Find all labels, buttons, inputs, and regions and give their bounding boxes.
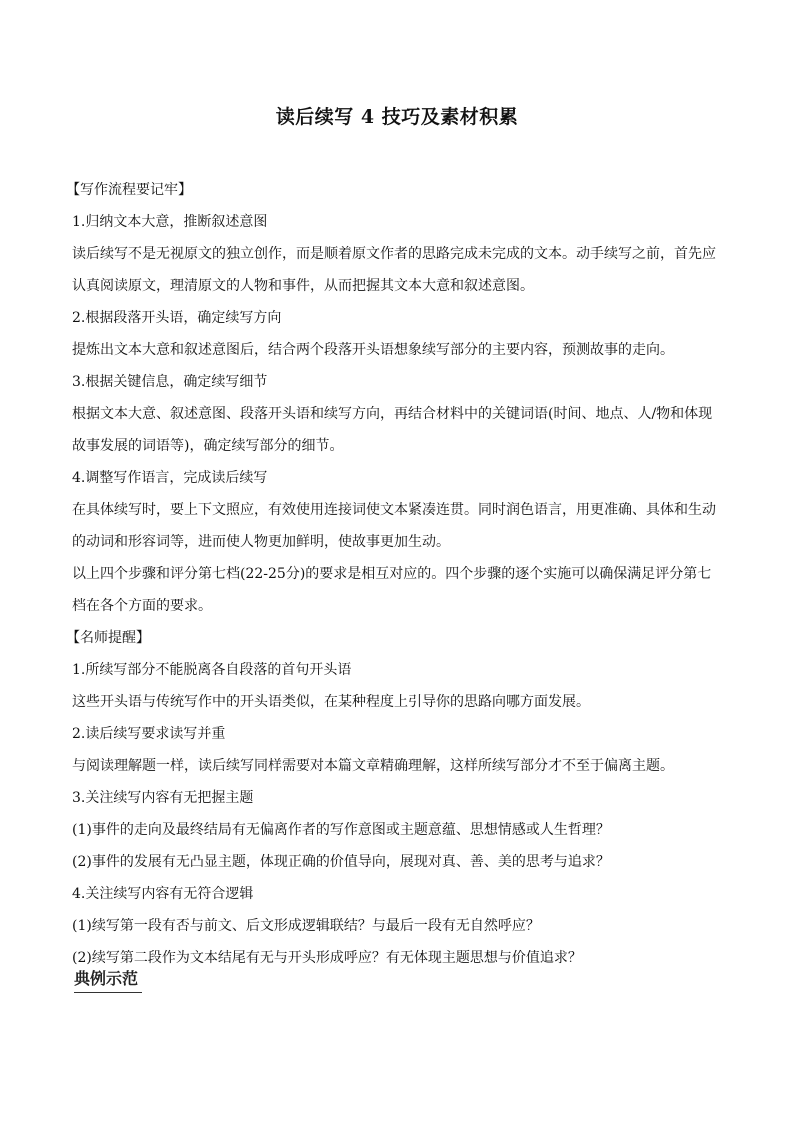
- tip3-title: 3.关注续写内容有无把握主题: [72, 790, 254, 806]
- tip3-question-2: (2)事件的发展有无凸显主题，体现正确的价值导向，展现对真、善、美的思考与追求？: [72, 854, 610, 870]
- step1-title: 1.归纳文本大意，推断叙述意图: [72, 214, 268, 230]
- tip4-question-2: (2)续写第二段作为文本结尾有无与开头形成呼应？有无体现主题思想与价值追求？: [72, 950, 582, 966]
- tip4-title: 4.关注续写内容有无符合逻辑: [72, 886, 254, 902]
- document-body: [66, 174, 724, 974]
- example-heading: 典例示范: [74, 969, 139, 988]
- step4-title: 4.调整写作语言，完成读后续写: [72, 470, 268, 486]
- step2-title: 2.根据段落开头语，确定续写方向: [72, 310, 282, 326]
- page-title: 读后续写 4 技巧及素材积累: [275, 106, 519, 128]
- example-heading-underline: [74, 992, 142, 993]
- step3-body: 根据文本大意、叙述意图、段落开头语和续写方向，再结合材料中的关键词语(时间、地点、人/物和体现故事发展的词语等)，确定续写部分的细节。: [72, 406, 713, 454]
- step2-body: 提炼出文本大意和叙述意图后，结合两个段落开头语想象续写部分的主要内容，预测故事的走向。: [72, 342, 674, 358]
- step1-body: 读后续写不是无视原文的独立创作，而是顺着原文作者的思路完成未完成的文本。动手续写之前，首先应认真阅读原文，理清原文的人物和事件，从而把握其文本大意和叙述意图。: [72, 246, 716, 294]
- steps-summary: 以上四个步骤和评分第七档(22-25分)的要求是相互对应的。四个步骤的逐个实施可以确保满足评分第七档在各个方面的要求。: [72, 566, 712, 614]
- tip4-question-1: (1)续写第一段有否与前文、后文形成逻辑联结？与最后一段有无自然呼应？: [72, 918, 540, 934]
- tip1-title: 1.所续写部分不能脱离各自段落的首句开头语: [72, 662, 352, 678]
- tip1-body: 这些开头语与传统写作中的开头语类似，在某种程度上引导你的思路向哪方面发展。: [72, 694, 590, 710]
- section-heading-tips: 【名师提醒】: [66, 630, 150, 646]
- tip3-question-1: (1)事件的走向及最终结局有无偏离作者的写作意图或主题意蕴、思想情感或人生哲理？: [72, 822, 610, 838]
- section-heading-process: 【写作流程要记牢】: [66, 182, 192, 198]
- step4-body: 在具体续写时，要上下文照应，有效使用连接词使文本紧凑连贯。同时润色语言，用更准确、具体和生动的动词和形容词等，进而使人物更加鲜明，使故事更加生动。: [72, 502, 716, 550]
- tip2-title: 2.读后续写要求读写并重: [72, 726, 226, 742]
- step3-title: 3.根据关键信息，确定续写细节: [72, 374, 268, 390]
- tip2-body: 与阅读理解题一样，读后续写同样需要对本篇文章精确理解，这样所续写部分才不至于偏离主题。: [72, 758, 674, 774]
